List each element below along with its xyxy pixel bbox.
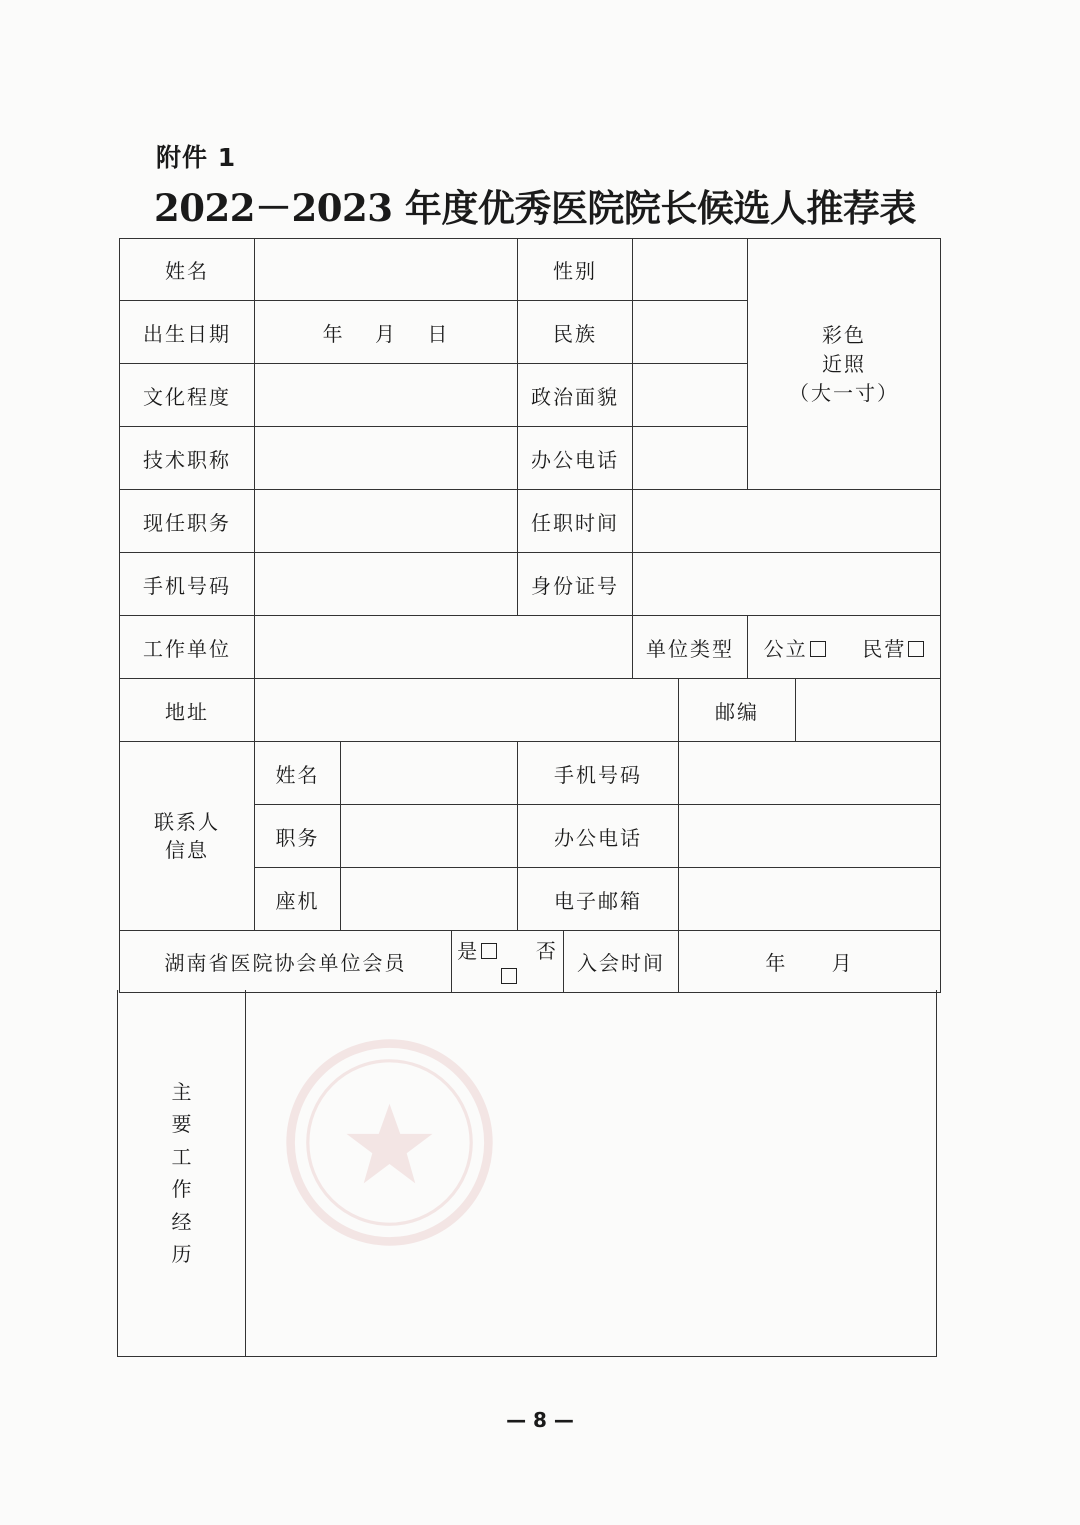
yes-option-label: 是 (457, 939, 480, 963)
work-unit-field[interactable] (255, 616, 633, 679)
work-history-char: 经 (171, 1209, 192, 1234)
id-number-field[interactable] (633, 553, 941, 616)
mobile-field[interactable] (255, 553, 518, 616)
contact-office-phone-field[interactable] (679, 805, 941, 868)
ethnicity-label: 民族 (518, 301, 633, 364)
contact-name-field[interactable] (341, 742, 518, 805)
mobile-label: 手机号码 (120, 553, 255, 616)
name-field[interactable] (255, 239, 518, 301)
work-history-char: 工 (171, 1144, 192, 1169)
work-history-char: 主 (171, 1079, 192, 1104)
photo-box[interactable] (748, 239, 941, 490)
public-checkbox[interactable] (810, 641, 826, 657)
appointment-time-field[interactable] (633, 490, 941, 553)
tech-title-label: 技术职称 (120, 427, 255, 490)
ethnicity-field[interactable] (633, 301, 748, 364)
contact-position-label: 职务 (255, 805, 341, 868)
photo-label-recent: 近照 (822, 351, 867, 376)
contact-office-phone-label: 办公电话 (518, 805, 679, 868)
name-label: 姓名 (120, 239, 255, 301)
work-history-label (118, 990, 246, 1356)
form-title: 2022－2023 年度优秀医院院长候选人推荐表 (154, 186, 916, 230)
private-option-label: 民营 (862, 636, 907, 661)
contact-email-field[interactable] (679, 868, 941, 931)
work-history-char: 要 (171, 1112, 192, 1136)
work-history-char: 历 (171, 1242, 192, 1266)
recommendation-form-table (119, 238, 941, 993)
no-checkbox[interactable] (501, 968, 517, 984)
page-number: — 8 — (506, 1408, 574, 1432)
public-option-label: 公立 (763, 636, 808, 661)
contact-email-label: 电子邮箱 (518, 868, 679, 931)
contact-label-line2: 信息 (165, 838, 209, 862)
birth-date-label: 出生日期 (120, 301, 255, 364)
unit-type-options (748, 616, 941, 679)
education-label: 文化程度 (120, 364, 255, 427)
postcode-field[interactable] (796, 679, 941, 742)
current-position-label: 现任职务 (120, 490, 255, 553)
gender-field[interactable] (633, 239, 748, 301)
work-history-char: 作 (171, 1177, 192, 1201)
address-label: 地址 (120, 679, 255, 742)
contact-mobile-field[interactable] (679, 742, 941, 805)
contact-landline-field[interactable] (341, 868, 518, 931)
attachment-label: 附件 1 (156, 143, 237, 172)
political-status-label: 政治面貌 (518, 364, 633, 427)
member-options (452, 931, 564, 993)
education-field[interactable] (255, 364, 518, 427)
photo-label-color: 彩色 (822, 322, 867, 347)
yes-checkbox[interactable] (481, 943, 497, 959)
contact-position-field[interactable] (341, 805, 518, 868)
join-time-label: 入会时间 (564, 931, 679, 993)
address-field[interactable] (255, 679, 679, 742)
office-phone-field[interactable] (633, 427, 748, 490)
office-phone-label: 办公电话 (518, 427, 633, 490)
birth-date-field[interactable]: 年 月 日 (255, 301, 518, 364)
contact-label-line1: 联系人 (154, 810, 220, 834)
unit-type-label: 单位类型 (633, 616, 748, 679)
no-option-label: 否 (535, 939, 558, 963)
id-number-label: 身份证号 (518, 553, 633, 616)
current-position-field[interactable] (255, 490, 518, 553)
appointment-time-label: 任职时间 (518, 490, 633, 553)
work-history-section (117, 990, 937, 1357)
work-unit-label: 工作单位 (120, 616, 255, 679)
postcode-label: 邮编 (679, 679, 796, 742)
join-time-field[interactable]: 年 月 (679, 931, 941, 993)
contact-info-label (120, 742, 255, 931)
faded-seal-stamp (282, 1035, 497, 1250)
contact-name-label: 姓名 (255, 742, 341, 805)
tech-title-field[interactable] (255, 427, 518, 490)
private-checkbox[interactable] (908, 641, 924, 657)
contact-mobile-label: 手机号码 (518, 742, 679, 805)
photo-label-size: （大一寸） (789, 380, 900, 405)
gender-label: 性别 (518, 239, 633, 301)
member-label: 湖南省医院协会单位会员 (120, 931, 452, 993)
contact-landline-label: 座机 (255, 868, 341, 931)
political-status-field[interactable] (633, 364, 748, 427)
